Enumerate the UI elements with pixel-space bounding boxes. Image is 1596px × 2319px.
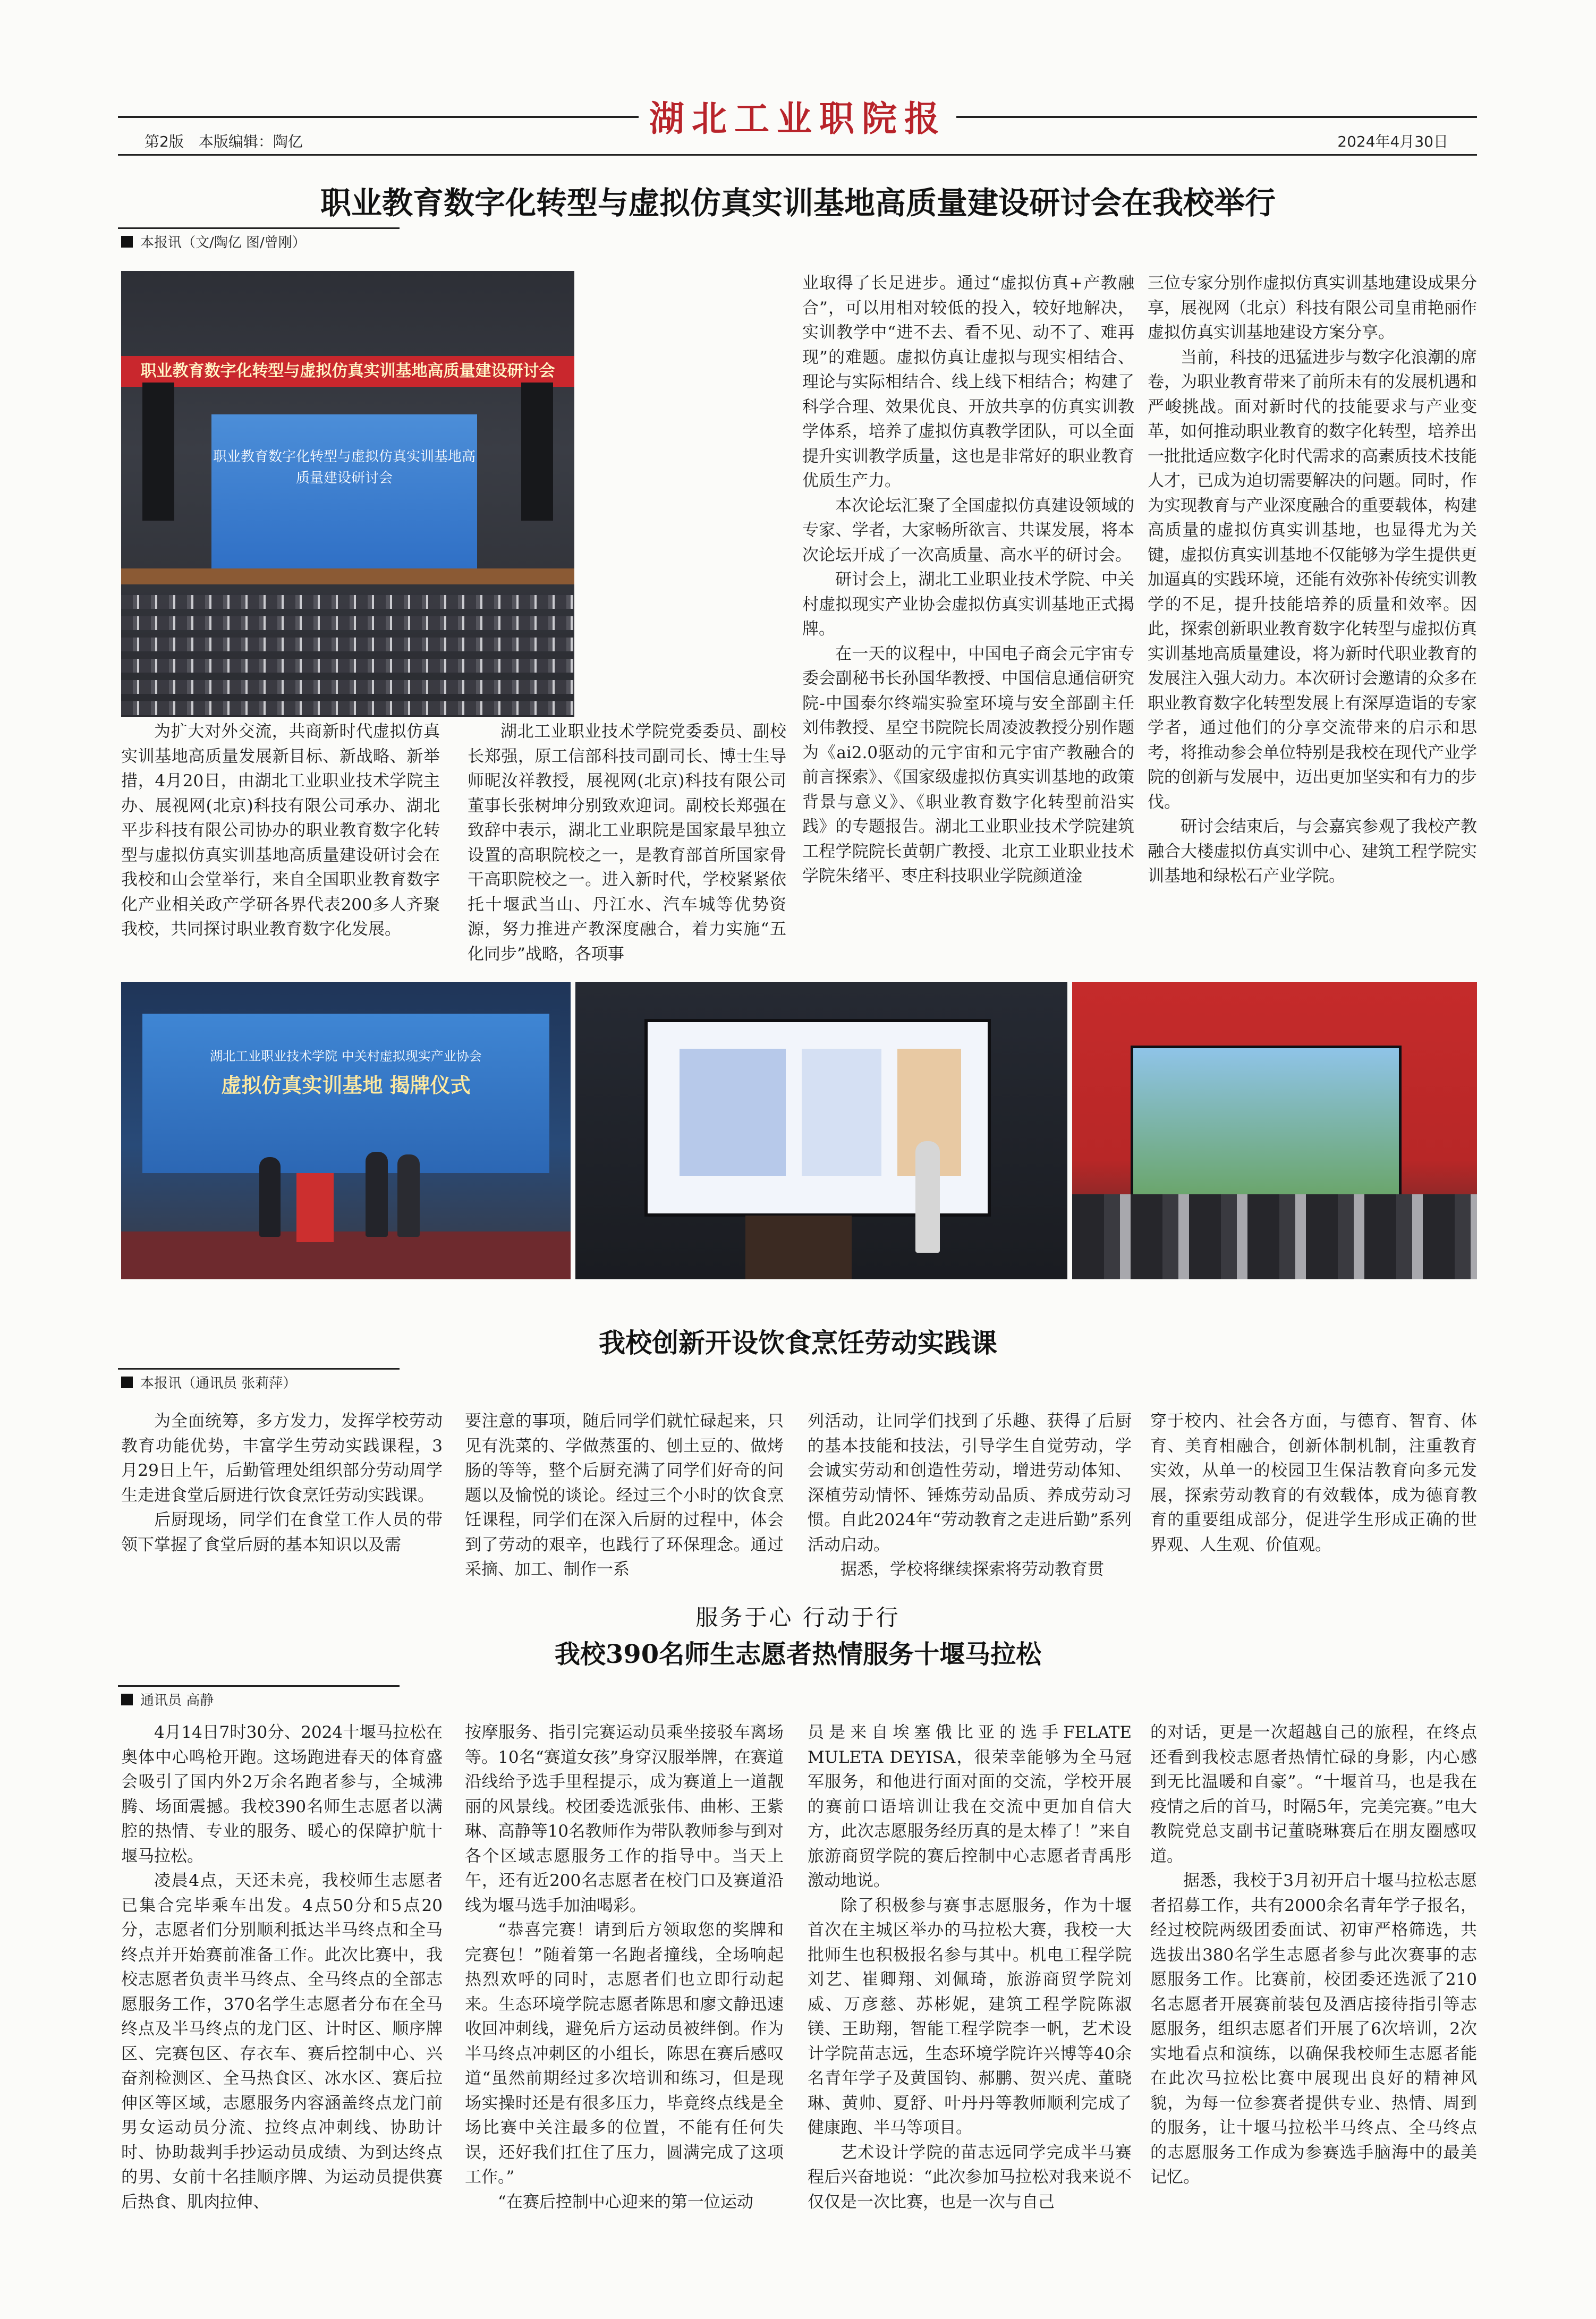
conference-hall-photo — [121, 271, 574, 717]
projection-screen-text: 职业教育数字化转型与虚拟仿真实训基地高质量建设研讨会 — [213, 449, 476, 486]
projection-screen — [211, 414, 477, 574]
wall-display — [1131, 1046, 1402, 1200]
speaker-stack-left — [142, 383, 174, 521]
audience-row — [121, 595, 574, 609]
paragraph: 为扩大对外交流，共商新时代虚拟仿真实训基地高质量发展新目标、新战略、新举措，4月20日，由湖北工业职业技术学院主办、展视网(北京)科技有限公司承办、湖北平步科技有限公司协办的职业教育数字化转型与虚拟仿真实训基地高质量建设研讨会在我校和山会堂举行，来自全国职业教育数字化产业相关政产学研各界代表200多人齐聚我校，共同探讨职业教育数字化发展。 — [121, 722, 440, 939]
paragraph: 后厨现场，同学们在食堂工作人员的带领下掌握了食堂后厨的基本知识以及需 — [121, 1510, 443, 1555]
masthead-title: 湖北工业职院报 — [649, 98, 947, 139]
article1-col4 — [1148, 271, 1477, 889]
byline-marker — [121, 1377, 133, 1388]
person-figure — [366, 1152, 388, 1237]
photo-banner: 职业教育数字化转型与虚拟仿真实训基地高质量建设研讨会 — [121, 356, 574, 387]
paragraph: 艺术设计学院的苗志远同学完成半马赛程后兴奋地说：“此次参加马拉松对我来说不仅仅是一次比赛，也是一次与自己 — [808, 2143, 1132, 2212]
article2-title: 我校创新开设饮食烹饪劳动实践课 — [599, 1327, 997, 1358]
training-center-photo — [1072, 982, 1477, 1279]
paragraph: 研讨会结束后，与会嘉宾参观了我校产教融合大楼虚拟仿真实训中心、建筑工程学院实训基地和绿松石产业学院。 — [1148, 817, 1477, 886]
paragraph: 在一天的议程中，中国电子商会元宇宙专委会副秘书长孙国华教授、中国信息通信研究院-中国泰尔终端实验室环境与安全部副主任刘伟教授、星空书院院长周凌波教授分别作题为《ai2.0驱动的元宇宙和元宇宙产教融合的前言探索》、《国家级虚拟仿真实训基地的政策背景与意义》、《职业教育数字化转型前沿实践》的专题报告。湖北工业职业技术学院建筑工程学院院长黄朝广教授、北京工业职业技术学院朱绪平、枣庄科技职业学院颜道淦 — [802, 644, 1134, 886]
paragraph: 除了积极参与赛事志愿服务，作为十堰首次在主城区举办的马拉松大赛，我校一大批师生也积极报名参与其中。机电工程学院刘艺、崔卿翔、刘佩琦，旅游商贸学院刘威、万彦慈、苏彬妮，建筑工程学院陈淑镁、王助翔，智能工程学院李一帆，艺术设计学院苗志远，生态环境学院许兴博等40余名青年学子及黄国钧、郝鹏、贺兴虎、董晓琳、黄帅、夏舒、叶丹丹等教师顺利完成了健康跑、半马等项目。 — [808, 1896, 1132, 2137]
unveiling-ceremony-photo — [121, 982, 571, 1279]
podium — [745, 1216, 852, 1279]
article2-byline-text: 本报讯（通讯员 张莉萍） — [140, 1375, 297, 1391]
byline-marker — [121, 1694, 133, 1705]
article2-byline — [121, 1372, 296, 1392]
audience-row — [121, 659, 574, 673]
person-figure — [259, 1157, 281, 1237]
paragraph: 本次论坛汇聚了全国虚拟仿真建设领域的专家、学者，大家畅所欲言、共谋发展，将本次论坛开成了一次高质量、高水平的研讨会。 — [802, 496, 1134, 565]
stage — [121, 568, 574, 584]
article1-byline-text: 本报讯（文/陶亿 图/曾刚） — [140, 235, 306, 251]
presenter-figure — [915, 1141, 940, 1253]
slide-diagram — [802, 1049, 881, 1176]
article3-byline-text: 通讯员 高静 — [140, 1693, 214, 1709]
paragraph: 据悉，学校将继续探索将劳动教育贯 — [841, 1560, 1104, 1579]
audience-row — [121, 701, 574, 715]
paragraph: 当前，科技的迅猛进步与数字化浪潮的席卷，为职业教育带来了前所未有的发展机遇和严峻挑战。面对新时代的技能要求与产业变革，如何推动职业教育的数字化转型，培养出一批批适应数字化时代需求的高素质技术技能人才，已成为迫切需要解决的问题。同时，作为实现教育与产业深度融合的重要载体，构建高质量的虚拟仿真实训基地，也显得尤为关键，虚拟仿真实训基地不仅能够为学生提供更加逼真的实践环境，还能有效弥补传统实训教学的不足，提升技能培养的质量和效率。因此，探索创新职业教育数字化转型与虚拟仿真实训基地高质量建设，将为新时代职业教育的发展注入强大动力。本次研讨会邀请的众多在职业教育数字化转型发展上有深厚造诣的专家学者，通过他们的分享交流带来的启示和思考，将推动参会单位特别是我校在现代产业学院的创新与发展中，迈出更加坚实和有力的步伐。 — [1148, 347, 1477, 812]
paragraph: 凌晨4点，天还未亮，我校师生志愿者已集合完毕乘车出发。4点50分和5点20分，志愿者们分别顺利抵达半马终点和全马终点并开始赛前准备工作。此次比赛中，我校志愿者负责半马终点、全马终点的全部志愿服务工作，370名学生志愿者分布在全马终点及半马终点的龙门区、计时区、顺序牌区、完赛包区、存衣车、赛后控制中心、兴奋剂检测区、全马热食区、冰水区、赛后拉伸区等区域，志愿服务内容涵盖终点龙门前男女运动员分流、拉终点冲刺线、协助计时、协助裁判手抄运动员成绩、为到达终点的男、女前十名挂顺序牌、为运动员提供赛后热食、肌肉拉伸、 — [121, 1871, 443, 2212]
paragraph: 列活动，让同学们找到了乐趣、获得了后厨的基本技能和技法，引导学生自觉劳动，学会诚实劳动和创造性劳动，增进劳动体知、深植劳动情怀、锤炼劳动品质、养成劳动习惯。自此2024年“劳动教育之走进后勤”系列活动启动。 — [808, 1412, 1132, 1555]
article1-byline — [121, 232, 306, 251]
article3-kicker: 服务于心 行动于行 — [695, 1604, 901, 1630]
article3-byline-rule — [118, 1685, 400, 1687]
article1-col2 — [468, 719, 786, 966]
article3-col1 — [121, 1720, 443, 2214]
speaker-stack-right — [521, 383, 553, 521]
paragraph: 研讨会上，湖北工业职业技术学院、中关村虚拟现实产业协会虚拟仿真实训基地正式揭牌。 — [802, 570, 1134, 639]
audience-row — [121, 616, 574, 630]
paragraph: 要注意的事项，随后同学们就忙碌起来，只见有洗菜的、学做蒸蛋的、刨土豆的、做烤肠的等等，整个后厨充满了同学们好奇的问题以及愉悦的谈论。经过三个小时的饮食烹饪课程，同学们在深入后厨的过程中，体会到了劳动的艰辛，也践行了环保理念。通过采摘、加工、制作一系 — [465, 1412, 784, 1579]
article2-byline-rule — [118, 1368, 400, 1370]
ceremony-screen-line1: 湖北工业职业技术学院 中关村虚拟现实产业协会 — [210, 1049, 482, 1064]
audience-row — [121, 638, 574, 651]
slide-diagram — [680, 1049, 786, 1176]
article1-col1 — [121, 719, 440, 942]
paragraph: 员是来自埃塞俄比亚的选手FELATE MULETA DEYISA，很荣幸能够为全马冠军服务，和他进行面对面的交流，学校开展的赛前口语培训让我在交流中更加自信大方，此次志愿服务经历真的是太棒了！”来自旅游商贸学院的赛后控制中心志愿者青禹彤激动地说。 — [808, 1723, 1132, 1890]
paragraph: 按摩服务、指引完赛运动员乘坐接驳车离场等。10名“赛道女孩”身穿汉服举牌，在赛道沿线给予选手里程提示，成为赛道上一道靓丽的风景线。校团委选派张伟、曲彬、王紫琳、高静等10名教师作为带队教师参与到对各个区域志愿服务工作的指导中。当天上午，还有近200名志愿者在校门口及赛道沿线为堰马选手加油喝彩。 — [465, 1723, 784, 1915]
audience-row — [121, 680, 574, 694]
article2-col4 — [1150, 1409, 1477, 1557]
article2-col3 — [808, 1409, 1132, 1582]
paragraph: 4月14日7时30分、2024十堰马拉松在奥体中心鸣枪开跑。这场跑进春天的体育盛会吸引了国内外2万余名跑者参与，全城沸腾、场面震撼。我校390名师生志愿者以满腔的热情、专业的服务、暖心的保障护航十堰马拉松。 — [121, 1723, 443, 1866]
paragraph: 为全面统筹，多方发力，发挥学校劳动教育功能优势，丰富学生劳动实践课程，3月29日上午，后勤管理处组织部分劳动周学生走进食堂后厨进行饮食烹饪劳动实践课。 — [121, 1412, 443, 1505]
ceremony-screen — [142, 1014, 549, 1173]
paragraph: 穿于校内、社会各方面，与德育、智育、体育、美育相融合，创新体制机制，注重教育实效，从单一的校园卫生保洁教育向多元发展，探索劳动教育的有效载体，成为德育教育的重要组成部分，促进学生形成正确的世界观、人生观、价值观。 — [1150, 1412, 1477, 1555]
paragraph: 湖北工业职业技术学院党委委员、副校长郑强，原工信部科技司副司长、博士生导师昵汝祥教授，展视网(北京)科技有限公司董事长张树坤分别致欢迎词。副校长郑强在致辞中表示，湖北工业职院是国家最早独立设置的高职院校之一，是教育部首所国家骨干高职院校之一。进入新时代，学校紧紧依托十堰武当山、丹江水、汽车城等优势资源，努力推进产教深度融合，着力实施“五化同步”战略，各项事 — [468, 722, 786, 964]
paragraph: 业取得了长足进步。通过“虚拟仿真+产教融合”，可以用相对较低的投入，较好地解决，实训教学中“进不去、看不见、动不了、难再现”的难题。虚拟仿真让虚拟与现实相结合、理论与实际相结合、线上线下相结合；构建了科学合理、效果优良、开放共享的仿真实训教学体系，培养了虚拟仿真教学团队，可以全面提升实训教学质量，这也是非常好的职业教育优质生产力。 — [802, 274, 1134, 490]
presentation-photo — [575, 982, 1067, 1279]
edition-info: 第2版 本版编辑：陶亿 — [145, 133, 303, 150]
article3-col3 — [808, 1720, 1132, 2214]
ceremony-screen-line2: 虚拟仿真实训基地 揭牌仪式 — [221, 1074, 471, 1097]
article1-title: 职业教育数字化转型与虚拟仿真实训基地高质量建设研讨会在我校举行 — [320, 185, 1276, 221]
paragraph: “在赛后控制中心迎来的第一位运动 — [498, 2192, 753, 2212]
header-rule — [118, 154, 1477, 156]
paragraph: 据悉，我校于3月初开启十堰马拉松志愿者招募工作，共有2000余名青年学子报名，经过校院两级团委面试、初审严格筛选，共选拔出380名学生志愿者参与此次赛事的志愿服务工作。比赛前，校团委还选派了210名志愿者开展赛前装包及酒店接待指引等志愿服务，组织志愿者们开展了6次培训，2次实地看点和演练，以确保我校师生志愿者能在此次马拉松比赛中展现出良好的精神风貌，为每一位参赛者提供专业、热情、周到的服务，让十堰马拉松半马终点、全马终点的志愿服务工作成为参赛选手脑海中的最美记忆。 — [1150, 1871, 1477, 2187]
paragraph: 的对话，更是一次超越自己的旅程，在终点还看到我校志愿者热情忙碌的身影，内心感到无比温暖和自豪”。“十堰首马，也是我在疫情之后的首马，时隔5年，完美完赛。”电大教院党总支副书记董晓琳赛后在朋友圈感叹道。 — [1150, 1723, 1477, 1866]
article3-byline — [121, 1689, 214, 1709]
ceremony-stage — [121, 1231, 571, 1279]
visitors-crowd — [1072, 1194, 1477, 1279]
article3-title: 我校390名师生志愿者热情服务十堰马拉松 — [554, 1640, 1042, 1669]
plaque — [296, 1173, 334, 1242]
article3-col4 — [1150, 1720, 1477, 2190]
issue-date: 2024年4月30日 — [1337, 133, 1448, 150]
article2-col2 — [465, 1409, 784, 1582]
article3-col2 — [465, 1720, 784, 2214]
byline-marker — [121, 236, 133, 248]
paragraph: “恭喜完赛！请到后方领取您的奖牌和完赛包！”随着第一名跑者撞线，全场响起热烈欢呼的同时，志愿者们也立即行动起来。生态环境学院志愿者陈思和廖文静迅速收回冲刺线，避免后方运动员被绊倒。作为半马终点冲刺区的小组长，陈思在赛后感叹道“虽然前期经过多次培训和练习，但是现场实操时还是有很多压力，毕竟终点线是全场比赛中关注最多的位置，不能有任何失误，还好我们扛住了压力，圆满完成了这项工作。” — [465, 1921, 784, 2187]
article1-col3 — [802, 271, 1134, 889]
paragraph: 三位专家分别作虚拟仿真实训基地建设成果分享，展视网（北京）科技有限公司皇甫艳丽作虚拟仿真实训基地建设方案分享。 — [1148, 274, 1477, 342]
article1-byline-rule — [118, 227, 400, 229]
article2-col1 — [121, 1409, 443, 1557]
person-figure — [397, 1154, 420, 1237]
